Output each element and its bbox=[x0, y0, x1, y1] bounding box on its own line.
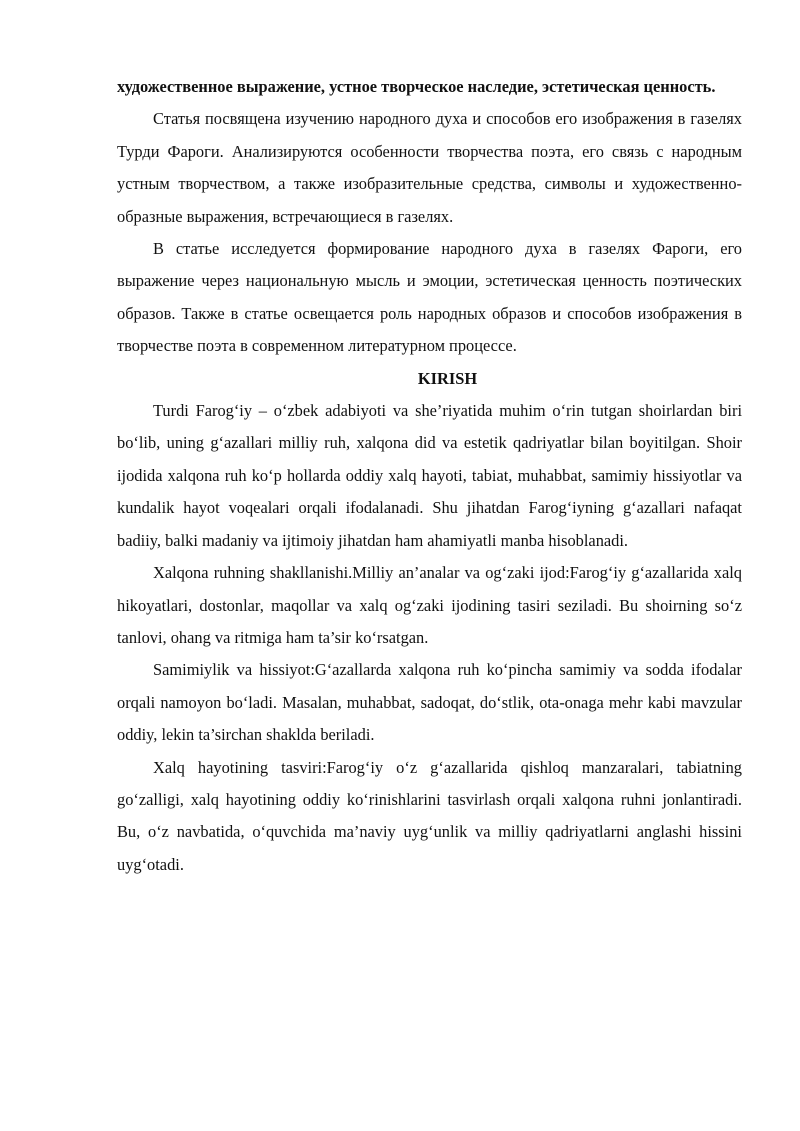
intro-paragraph-1: Turdi Farog‘iy – o‘zbek adabiyoti va she’riyatida muhim o‘rin tutgan shoirlardan biri bo‘lib, uning g‘azallari milliy ruh, xalqona did va estetik qadriyatlar bilan boyitilgan. Shoir ijodida xalqona ruh ko‘p hollarda oddiy xalq hayoti, tabiat, muhabbat, samimiy hissiyotlar va kundalik hayot voqealari orqali ifodalanadi. Shu jihatdan Farog‘iyning g‘azallari nafaqat badiiy, balki madaniy va ijtimoiy jihatdan ham ahamiyatli manba hisoblanadi. bbox=[117, 401, 742, 550]
keywords-continued: художественное выражение, устное творческое наследие, эстетическая ценность. bbox=[117, 77, 716, 96]
intro-paragraph-3: Samimiylik va hissiyot:G‘azallarda xalqona ruh ko‘pincha samimiy va sodda ifodalar orqali namoyon bo‘ladi. Masalan, muhabbat, sadoqat, do‘stlik, ota-onaga mehr kabi mavzular oddiy, lekin ta’sirchan shaklda beriladi. bbox=[117, 660, 742, 745]
intro-paragraph-2: Xalqona ruhning shakllanishi.Milliy an’analar va og‘zaki ijod:Farog‘iy g‘azallarida xalq hikoyatlari, dostonlar, maqollar va xalq og‘zaki ijodining tasiri seziladi. Bu shoirning so‘z tanlovi, ohang va ritmiga ham ta’sir ko‘rsatgan. bbox=[117, 563, 742, 647]
abstract-paragraph-1: Статья посвящена изучению народного духа и способов его изображения в газелях Турди Фароги. Анализируются особенности творчества поэта, его связь с народным устным творчеством, а также изобразительные средства, символы и художественно-образные выражения, встречающиеся в газелях. bbox=[117, 109, 742, 226]
abstract-paragraph-2: В статье исследуется формирование народного духа в газелях Фароги, его выражение через национальную мысль и эмоции, эстетическая ценность поэтических образов. Также в статье освещается роль народных образов и способов изображения в творчестве поэта в современном литературном процессе. bbox=[117, 239, 742, 356]
intro-paragraph-4: Xalq hayotining tasviri:Farog‘iy o‘z g‘azallarida qishloq manzaralari, tabiatning go‘zalligi, xalq hayotining oddiy ko‘rinishlarini tasvirlash orqali xalqona ruhni jonlantiradi. Bu, o‘z navbatida, o‘quvchida ma’naviy uyg‘unlik va milliy qadriyatlarni anglashi hissini uyg‘otadi. bbox=[117, 757, 742, 874]
document-page bbox=[117, 71, 742, 881]
section-heading: KIRISH bbox=[417, 368, 478, 388]
